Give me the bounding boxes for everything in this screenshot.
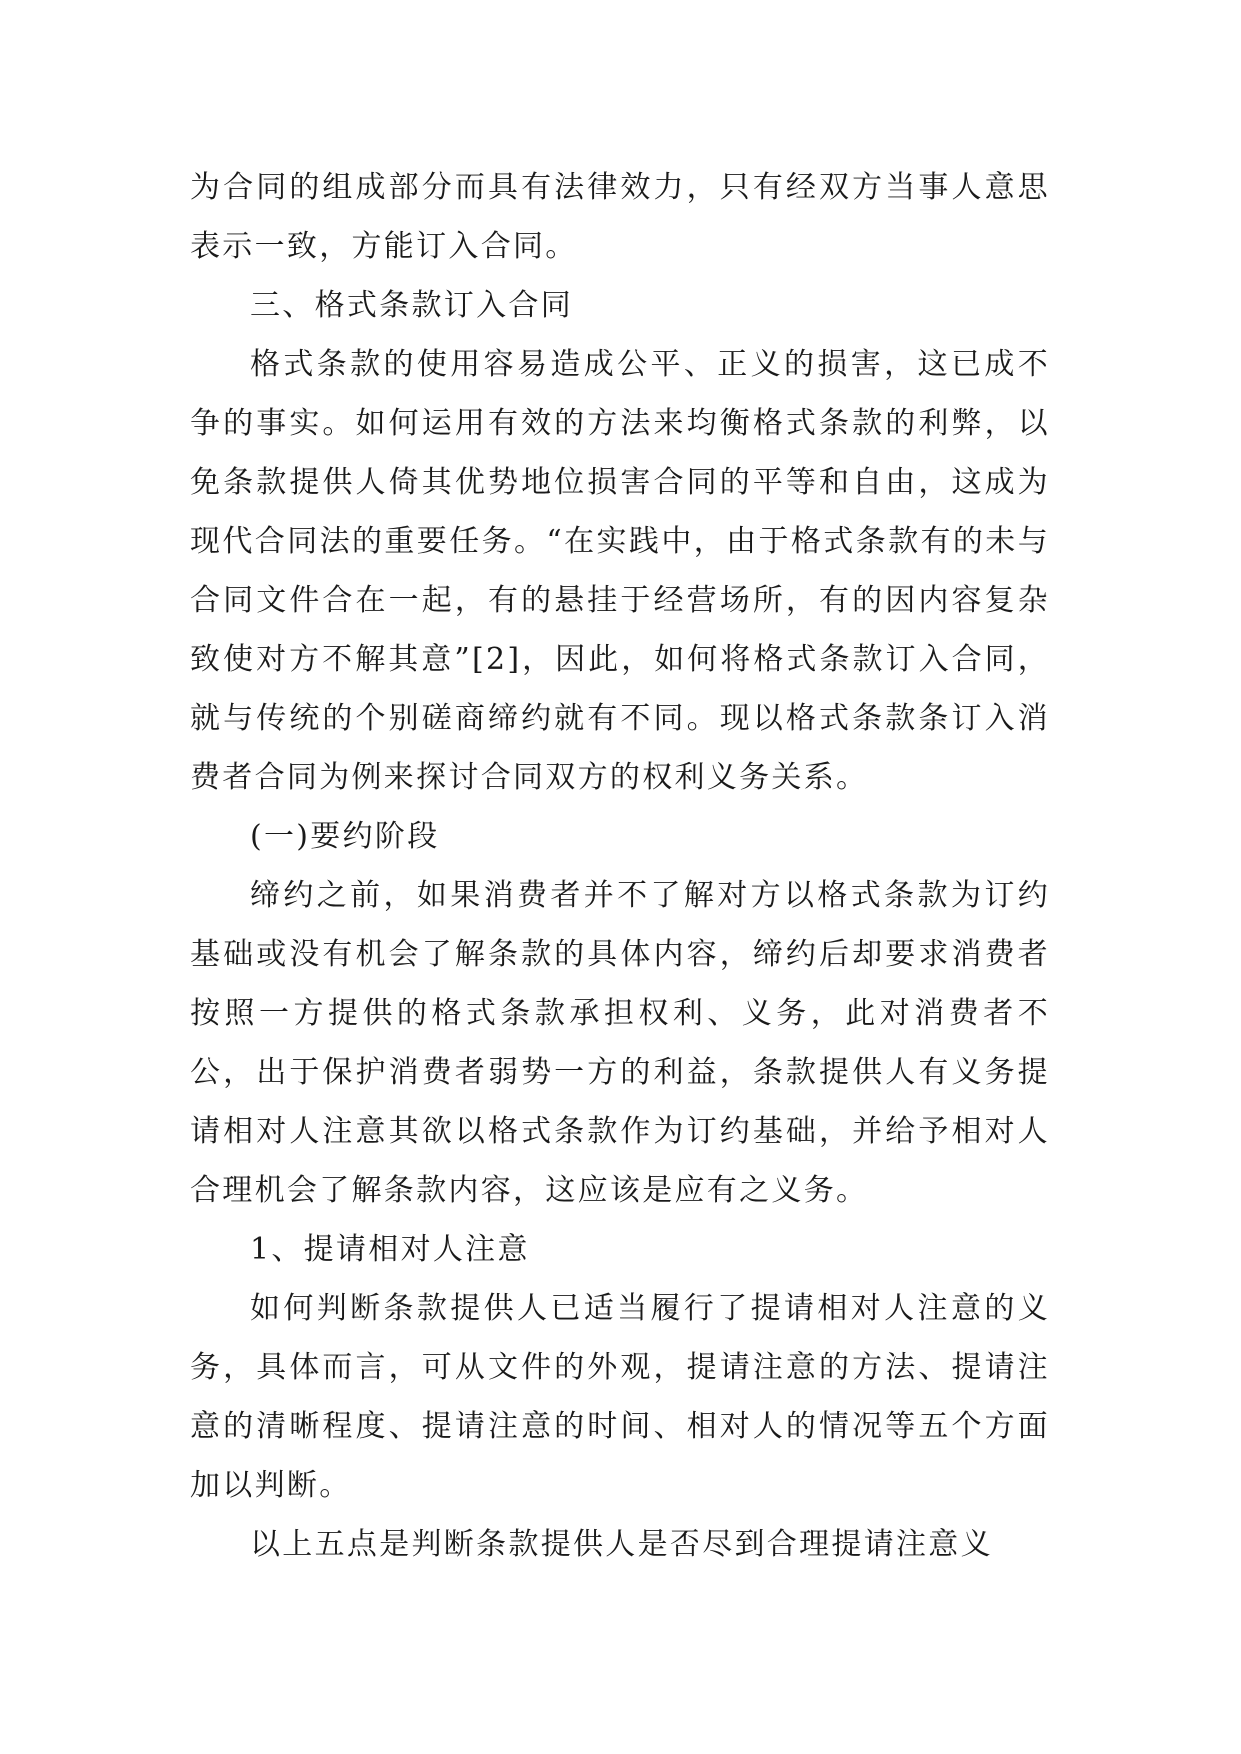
paragraph: 格式条款的使用容易造成公平、正义的损害，这已成不争的事实。如何运用有效的方法来均衡格式条款的利弊，以免条款提供人倚其优势地位损害合同的平等和自由，这成为现代合同法的重要任务。“在实践中，由于格式条款有的未与合同文件合在一起，有的悬挂于经营场所，有的因内容复杂致使对方不解其意”[2]，因此，如何将格式条款订入合同，就与传统的个别磋商缔约就有不同。现以格式条款条订入消费者合同为例来探讨合同双方的权利义务关系。 — [190, 347, 1050, 795]
section-heading-3: 三、格式条款订入合同 — [250, 288, 573, 323]
subsection-heading-1: (一)要约阶段 — [250, 819, 440, 854]
paragraph-continuation: 为合同的组成部分而具有法律效力，只有经双方当事人意思表示一致，方能订入合同。 — [190, 170, 1050, 264]
document-body — [190, 158, 1050, 1574]
paragraph: 如何判断条款提供人已适当履行了提请相对人注意的义务，具体而言，可从文件的外观，提请注意的方法、提请注意的清晰程度、提请注意的时间、相对人的情况等五个方面加以判断。 — [190, 1291, 1050, 1503]
paragraph: 以上五点是判断条款提供人是否尽到合理提请注意义 — [250, 1527, 993, 1562]
subsubsection-heading-1: 1、提请相对人注意 — [250, 1232, 530, 1267]
paragraph: 缔约之前，如果消费者并不了解对方以格式条款为订约基础或没有机会了解条款的具体内容，缔约后却要求消费者按照一方提供的格式条款承担权利、义务，此对消费者不公，出于保护消费者弱势一方的利益，条款提供人有义务提请相对人注意其欲以格式条款作为订约基础，并给予相对人合理机会了解条款内容，这应该是应有之义务。 — [190, 878, 1050, 1208]
